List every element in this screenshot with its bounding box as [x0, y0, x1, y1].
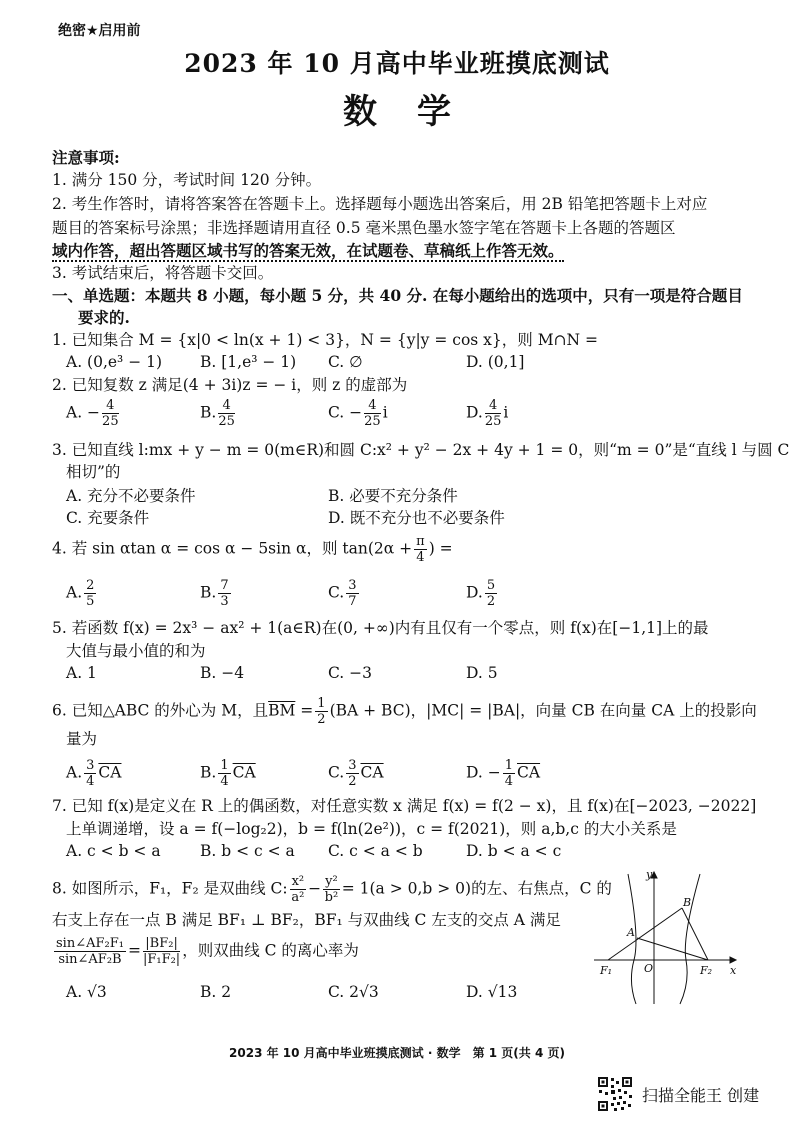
q8-stem-1: 8. 如图所示，F₁，F₂ 是双曲线 C: $\frac{\text{x²}}{\text{a²}}$ − $\frac{\text{y²}}{\text{b²}}$ = 1(a > 0,b > 0)的左、右焦点，C 的: [52, 874, 612, 905]
q8-option-d: D. √13: [466, 983, 518, 1001]
hyperbola-figure: [590, 868, 740, 1008]
q3-stem-2: 相切”的: [66, 463, 121, 481]
q1-option-b: B. [1,e³ − 1): [200, 353, 297, 371]
q8-stem-2: 右支上存在一点 B 满足 BF₁ ⊥ BF₂，BF₁ 与双曲线 C 左支的交点 A 满足: [52, 911, 561, 929]
label-f1: F₁: [600, 964, 613, 977]
q3-option-d: D. 既不充分也不必要条件: [328, 509, 505, 527]
q1-option-d: D. (0,1]: [466, 353, 525, 371]
q6-option-c: C. $\frac{3}{2}$ $\overline{CA}$: [328, 758, 384, 789]
q1-option-c: C. ∅: [328, 353, 363, 371]
q8-stem-3: $\frac{\text{sin∠AF₂F₁}}{\text{sin∠AF₂B}}$ = $\frac{\text{|BF₂|}}{\text{|F₁F₂|}}$ ，则双曲线 C 的离心率为: [56, 936, 359, 967]
q2-option-c: C. − $\frac{4}{25}$ i: [328, 398, 388, 429]
q2-option-a: A. − $\frac{4}{25}$: [66, 398, 119, 429]
q8-option-c: C. 2√3: [328, 983, 379, 1001]
q3-option-a: A. 充分不必要条件: [66, 487, 196, 505]
q6-stem-2: 量为: [66, 730, 98, 748]
q7-option-c: C. c < a < b: [328, 842, 423, 860]
secret-label: 绝密★启用前: [58, 23, 141, 39]
section-heading-1: 一、单选题：本题共 8 小题，每小题 5 分，共 40 分. 在每小题给出的选项中，只有一项是符合题目: [52, 286, 743, 305]
q7-option-a: A. c < b < a: [66, 842, 161, 860]
q4-option-c: C. $\frac{3}{7}$: [328, 578, 357, 609]
q4-stem: 4. 若 sin αtan α = cos α − 5sin α，则 tan(2α + $\frac{\pi}{4}$ ) =: [52, 534, 453, 565]
label-f2: F₂: [700, 964, 713, 977]
subject-title: 数学: [343, 92, 491, 132]
q7-option-b: B. b < c < a: [200, 842, 295, 860]
label-b: B: [683, 896, 692, 909]
q4-option-a: A. $\frac{2}{5}$: [66, 578, 95, 609]
qr-code-icon: [597, 1076, 633, 1112]
q4-option-d: D. $\frac{5}{2}$: [466, 578, 496, 609]
q3-option-c: C. 充要条件: [66, 509, 150, 527]
scanner-watermark: 扫描全能王 创建: [642, 1086, 760, 1105]
q5-option-c: C. −3: [328, 664, 373, 682]
label-a: A: [627, 926, 635, 939]
q2-option-d: D. $\frac{4}{25}$ i: [466, 398, 509, 429]
q6-option-a: A. $\frac{3}{4}$ $\overline{CA}$: [66, 758, 122, 789]
q1-option-a: A. (0,e³ − 1): [66, 353, 163, 371]
q6-option-d: D. − $\frac{1}{4}$ $\overline{CA}$: [466, 758, 541, 789]
note-2a: 2. 考生作答时，请将答案答在答题卡上。选择题每小题选出答案后，用 2B 铅笔把答题卡上对应: [52, 195, 708, 213]
page-footer: 2023 年 10 月高中毕业班摸底测试 · 数学 第 1 页(共 4 页): [229, 1046, 565, 1060]
note-2c-text: 域内作答，超出答题区域书写的答案无效，在试题卷、草稿纸上作答无效。: [52, 241, 564, 260]
left-branch: [628, 874, 636, 1004]
notes-heading: 注意事项:: [52, 148, 120, 167]
label-x: x: [730, 964, 737, 977]
q6-option-b: B. $\frac{1}{4}$ $\overline{CA}$: [200, 758, 256, 789]
note-1: 1. 满分 150 分，考试时间 120 分钟。: [52, 171, 322, 189]
note-2b: 题目的答案标号涂黑；非选择题请用直径 0.5 毫米黑色墨水签字笔在答题卡上各题的答题区: [52, 219, 676, 237]
q1-stem: 1. 已知集合 M = {x|0 < ln(x + 1) < 3}，N = {y|y = cos x}，则 M∩N =: [52, 331, 599, 349]
q5-option-a: A. 1: [66, 664, 97, 682]
q5-option-b: B. −4: [200, 664, 245, 682]
q8-option-b: B. 2: [200, 983, 232, 1001]
exam-title: 2023 年 10 月高中毕业班摸底测试: [184, 49, 610, 78]
q2-stem: 2. 已知复数 z 满足(4 + 3i)z = − i，则 z 的虚部为: [52, 376, 408, 394]
line-f2-a: [637, 938, 708, 960]
q5-stem-2: 大值与最小值的和为: [66, 642, 206, 660]
q8-option-a: A. √3: [66, 983, 107, 1001]
x-axis-arrow: [730, 957, 736, 963]
q6-stem-1: 6. 已知△ABC 的外心为 M，且$\overline{BM}$ = $\frac{1}{2}$ (BA + BC)，|MC| = |BA|，向量 CB 在向量 CA 上的投影向: [52, 696, 757, 727]
q7-option-d: D. b < a < c: [466, 842, 562, 860]
line-f1-b: [608, 908, 682, 960]
note-3: 3. 考试结束后，将答题卡交回。: [52, 264, 274, 282]
q7-stem-2: 上单调递增，设 a = f(−log₂2)，b = f(ln(2e²))，c = f(2021)，则 a,b,c 的大小关系是: [66, 820, 677, 838]
q3-option-b: B. 必要不充分条件: [328, 487, 458, 505]
note-2c: [52, 241, 564, 261]
q7-stem-1: 7. 已知 f(x)是定义在 R 上的偶函数，对任意实数 x 满足 f(x) = f(2 − x)，且 f(x)在[−2023, −2022]: [52, 797, 757, 815]
label-y: y: [646, 868, 653, 881]
q3-stem-1: 3. 已知直线 l:mx + y − m = 0(m∈R)和圆 C:x² + y² − 2x + 4y + 1 = 0，则“m = 0”是“直线 l 与圆 C: [52, 441, 790, 459]
q2-option-b: B. $\frac{4}{25}$: [200, 398, 235, 429]
label-o: O: [644, 962, 654, 975]
q5-stem-1: 5. 若函数 f(x) = 2x³ − ax² + 1(a∈R)在(0, +∞)内有且仅有一个零点，则 f(x)在[−1,1]上的最: [52, 619, 709, 637]
section-heading-2: 要求的.: [78, 308, 130, 327]
q4-option-b: B. $\frac{7}{3}$: [200, 578, 229, 609]
q5-option-d: D. 5: [466, 664, 498, 682]
line-f2-b: [682, 908, 708, 960]
